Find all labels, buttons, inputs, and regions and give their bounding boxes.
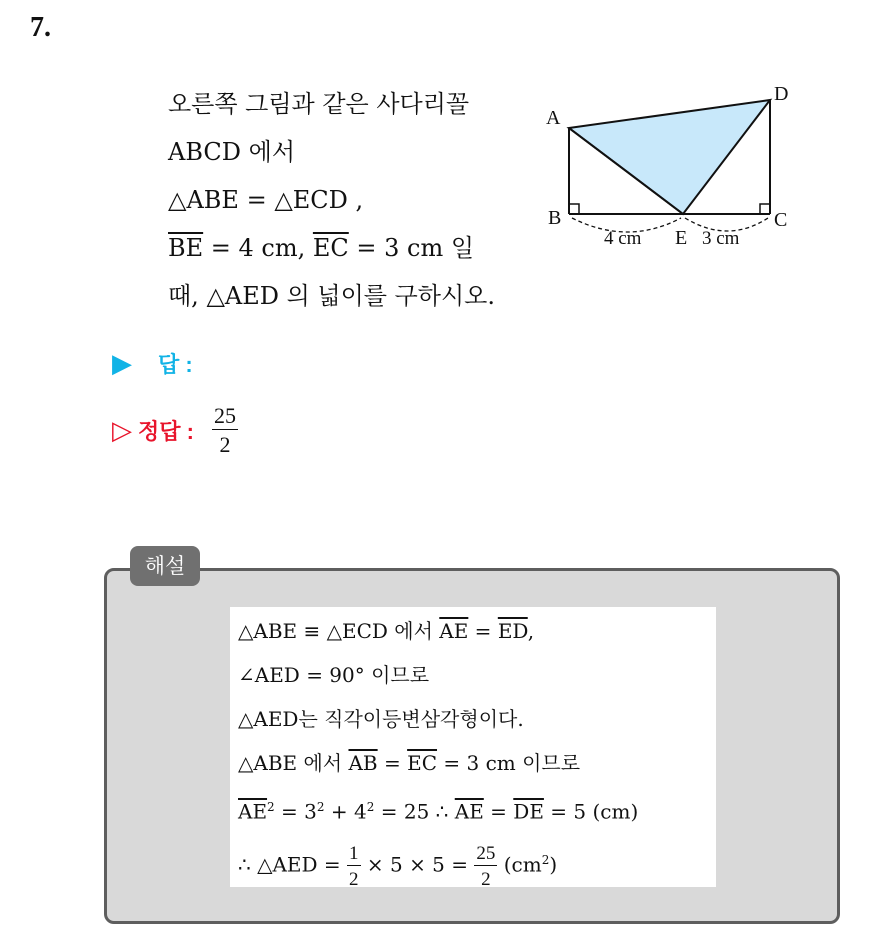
fraction-numerator: 25	[213, 403, 236, 428]
question-number: 7.	[30, 12, 51, 43]
triangle-aed-shaded	[569, 100, 770, 214]
text: ∴ △AED =	[238, 852, 348, 877]
exponent: 2	[316, 800, 325, 814]
text: (cm	[497, 852, 542, 877]
text: △ABE 에서	[238, 751, 349, 775]
correct-answer-row	[112, 405, 238, 456]
segment-ed: $\overline{ED}$	[497, 619, 528, 643]
ec-dimension-label: 3 cm	[702, 228, 740, 249]
fraction-denominator: 2	[219, 432, 231, 457]
text: = 3	[274, 799, 317, 824]
fraction-denominator: 2	[349, 868, 359, 890]
fraction-numerator: 1	[349, 842, 359, 864]
right-angle-c-icon	[760, 204, 770, 214]
text: = 5 (cm)	[543, 799, 639, 824]
label-e: E	[675, 227, 688, 249]
text: = 3 cm 이므로	[437, 751, 581, 775]
be-dimension-label: 4 cm	[604, 228, 642, 249]
segment-be: $\overline{BE}$	[168, 234, 204, 262]
problem-text	[168, 80, 558, 320]
segment-ec: $\overline{EC}$	[407, 751, 438, 775]
text: = 25 ∴	[374, 799, 455, 824]
solution-content	[230, 607, 716, 890]
right-angle-b-icon	[569, 204, 579, 214]
text: =	[377, 751, 408, 775]
problem-line-4	[168, 224, 558, 272]
fraction-one-half	[347, 844, 361, 889]
problem-line-5: 때, △AED 의 넓이를 구하시오.	[168, 282, 495, 310]
solution-line-6	[238, 829, 716, 891]
solution-line-1	[238, 609, 716, 653]
segment-ae: $\overline{AE}$	[439, 619, 469, 643]
problem-line-1: 오른쪽 그림과 같은 사다리꼴	[168, 90, 470, 118]
segment-ae: $\overline{AE}$	[238, 799, 268, 824]
answer-label: 답 :	[158, 352, 193, 377]
segment-ae: $\overline{AE}$	[454, 799, 484, 824]
ec-length-text: = 3 cm 일	[348, 234, 475, 262]
text: △ABE ≡ △ECD 에서	[238, 619, 440, 643]
problem-line-2: ABCD 에서	[168, 138, 296, 166]
be-length-text: = 4 cm,	[203, 234, 313, 262]
label-a: A	[546, 107, 561, 129]
text: ,	[527, 619, 535, 643]
play-arrow-icon: ▶	[112, 348, 132, 378]
segment-ab: $\overline{AB}$	[348, 751, 378, 775]
hollow-arrow-icon: ▷	[112, 415, 132, 445]
text: =	[468, 619, 498, 643]
solution-line-5	[238, 785, 716, 829]
fraction-denominator: 2	[481, 868, 491, 890]
label-b: B	[548, 207, 562, 229]
trapezoid-figure	[540, 78, 810, 258]
text: × 5 × 5 =	[360, 852, 475, 877]
label-d: D	[774, 83, 789, 105]
exponent: 2	[541, 853, 550, 867]
problem-line-3: △ABE = △ECD ,	[168, 186, 364, 214]
solution-line-4	[238, 741, 716, 785]
solution-line-3: △AED는 직각이등변삼각형이다.	[238, 707, 524, 731]
segment-de: $\overline{DE}$	[513, 799, 544, 824]
correct-answer-fraction	[212, 405, 238, 456]
exponent: 2	[267, 800, 275, 814]
answer-row	[112, 348, 193, 379]
label-c: C	[774, 209, 788, 231]
exponent: 2	[366, 800, 375, 814]
solution-line-2: ∠AED = 90° 이므로	[238, 663, 430, 687]
text: + 4	[324, 799, 367, 824]
fraction-numerator: 25	[476, 842, 496, 864]
segment-ec: $\overline{EC}$	[312, 234, 349, 262]
solution-tag: 해설	[130, 546, 200, 586]
fraction-result	[474, 844, 497, 889]
correct-answer-label: 정답 :	[138, 419, 194, 444]
text: =	[483, 799, 514, 824]
text: )	[549, 852, 558, 877]
